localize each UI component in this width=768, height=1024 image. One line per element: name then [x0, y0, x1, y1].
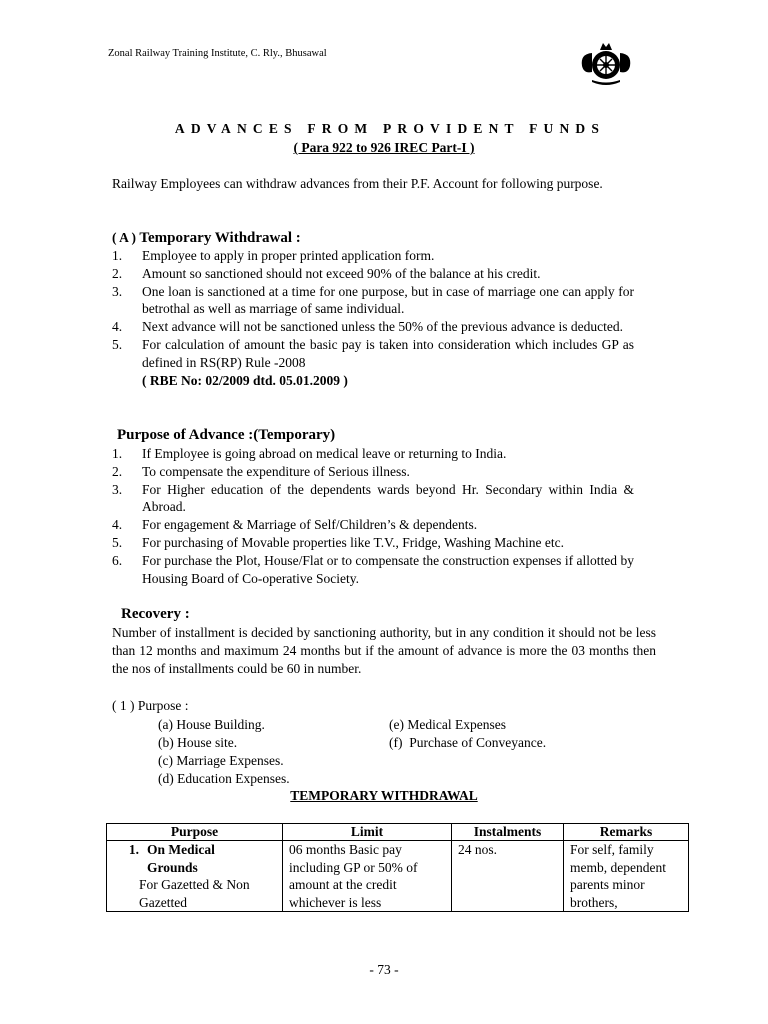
recovery-paragraph: Number of installment is decided by sanctioning authority, but in any condition it should not be less than 12 months and maximum 24 months but if the amount of advance is more the 03 months then the nos of installments could be 60 in number.: [112, 625, 656, 676]
list-item: [112, 336, 634, 389]
column-header-instalments: Instalments: [452, 824, 564, 841]
railway-emblem-icon: [578, 36, 634, 90]
item-number: 4.: [112, 517, 123, 533]
page-number: - 73 -: [369, 962, 399, 977]
item-text: For calculation of amount the basic pay is taken into consideration which includes GP as defined in RS(RP) Rule -2008: [142, 336, 634, 370]
header-institute: Zonal Railway Training Institute, C. Rly., Bhusawal: [108, 48, 327, 59]
item-number: 3.: [112, 283, 123, 299]
rbe-reference: ( RBE No: 02/2009 dtd. 05.01.2009 ): [142, 372, 348, 388]
section-a-heading: [112, 230, 301, 247]
intro-paragraph: Railway Employees can withdraw advances from their P.F. Account for following purpose.: [112, 176, 603, 191]
table-row: [107, 841, 689, 912]
purpose-title-line: [113, 841, 276, 876]
item-number: 4.: [112, 319, 123, 335]
item-text: For Higher education of the dependents wards beyond Hr. Secondary within India & Abroad.: [142, 481, 634, 515]
list-item: [112, 247, 634, 265]
list-item: [112, 552, 634, 588]
list-item: [112, 445, 634, 463]
temporary-withdrawal-list: [112, 247, 634, 389]
purpose-subtitle: For Gazetted & Non Gazetted: [139, 877, 250, 910]
section-a-prefix: ( A ): [112, 230, 140, 245]
column-header-remarks: Remarks: [564, 824, 689, 841]
item-text: Employee to apply in proper printed application form.: [142, 248, 435, 263]
item-number: 5.: [112, 336, 123, 352]
list-item: [112, 516, 634, 534]
cell-limit: 06 months Basic pay including GP or 50% of amount at the credit whichever is less: [283, 841, 452, 912]
item-text: Next advance will not be sanctioned unless the 50% of the previous advance is deducted.: [142, 319, 623, 335]
purpose-number: 1.: [128, 842, 139, 857]
purpose-item: (c) Marriage Expenses.: [158, 753, 284, 768]
purpose-item: (e) Medical Expenses: [389, 717, 506, 732]
item-text: One loan is sanctioned at a time for one purpose, but in case of marriage one can apply for betrothal as well as marriage of same individual.: [142, 283, 634, 317]
item-text: For purchase the Plot, House/Flat or to compensate the construction expenses if allotted by Housing Board of Co-operative Society.: [142, 552, 634, 586]
item-text: To compensate the expenditure of Serious illness.: [142, 463, 410, 479]
item-number: 3.: [112, 481, 123, 497]
cell-instalments: 24 nos.: [452, 841, 564, 912]
cell-remarks: For self, family memb, dependent parents minor brothers,: [564, 841, 689, 912]
item-text: For purchasing of Movable properties like T.V., Fridge, Washing Machine etc.: [142, 534, 564, 550]
table-header-row: [107, 824, 689, 841]
table-heading: TEMPORARY WITHDRAWAL: [290, 788, 478, 803]
section-a-title: Temporary Withdrawal :: [139, 230, 301, 246]
item-number: 6.: [112, 552, 123, 568]
item-number: 1.: [112, 446, 123, 461]
document-title: ADVANCES FROM PROVIDENT FUNDS: [174, 121, 606, 136]
item-number: 1.: [112, 248, 123, 263]
purpose-list: [112, 445, 634, 587]
purposes-label: ( 1 ) Purpose :: [112, 698, 189, 713]
list-item: [112, 318, 634, 336]
purpose-heading: Purpose of Advance :(Temporary): [117, 427, 336, 443]
cell-purpose: [107, 841, 283, 912]
item-number: 2.: [112, 265, 123, 281]
item-text: For engagement & Marriage of Self/Children’s & dependents.: [142, 517, 478, 533]
purpose-item: (a) House Building.: [158, 717, 265, 732]
item-text: Amount so sanctioned should not exceed 90% of the balance at his credit.: [142, 265, 541, 281]
column-header-limit: Limit: [283, 824, 452, 841]
purpose-item: (d) Education Expenses.: [158, 771, 290, 786]
temporary-withdrawal-table: [106, 823, 689, 912]
item-text: If Employee is going abroad on medical leave or returning to India.: [142, 446, 507, 461]
purpose-item: (f) Purchase of Conveyance.: [389, 735, 547, 750]
list-item: [112, 481, 634, 517]
column-header-purpose: Purpose: [107, 824, 283, 841]
list-item: [112, 283, 634, 319]
list-item: [112, 534, 634, 552]
item-number: 5.: [112, 534, 123, 550]
purpose-item: (b) House site.: [158, 735, 238, 750]
recovery-heading: Recovery :: [121, 606, 190, 622]
item-number: 2.: [112, 463, 123, 479]
document-subtitle: ( Para 922 to 926 IREC Part-I ): [293, 140, 475, 155]
list-item: [112, 463, 634, 481]
purpose-title: On Medical Grounds: [147, 842, 215, 875]
list-item: [112, 265, 634, 283]
